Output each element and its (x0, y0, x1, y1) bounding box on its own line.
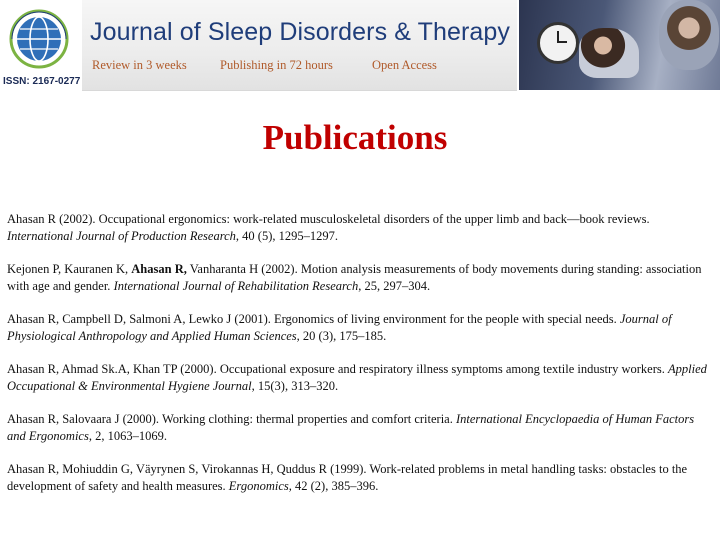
journal-name: Applied Occupational & Environmental Hygiene Journal (7, 362, 707, 393)
journal-name: Ergonomics, (228, 479, 292, 493)
highlighted-author: Ahasan R, (131, 262, 187, 276)
journal-name: International Encyclopaedia of Human Factors and Ergonomics (7, 412, 695, 443)
tagline-review: Review in 3 weeks (92, 58, 187, 72)
page-title: Publications (262, 118, 448, 157)
issn-label: ISSN: 2167-0277 (3, 76, 81, 87)
publication-item: Ahasan R, Ahmad Sk.A, Khan TP (2000). Occupational exposure and respiratory illness symptoms among textile industry workers. Applied Occupational & Environmental Hygiene Journal, 15(3), 313–320. (7, 362, 707, 393)
journal-name: International Journal of Production Research (7, 229, 236, 243)
tired-person-image (659, 0, 719, 70)
journal-name: International Journal of Rehabilitation Research (113, 279, 359, 293)
sleep-photo (519, 0, 720, 90)
journal-banner (0, 0, 720, 92)
publication-item: Ahasan R, Salovaara J (2000). Working clothing: thermal properties and comfort criteria. International Encyclopaedia of Human Factors and Ergonomics, 2, 1063–1069. (7, 412, 695, 443)
publisher-logo (4, 2, 74, 72)
tagline-publishing: Publishing in 72 hours (220, 58, 333, 72)
journal-name: Journal of Physiological Anthropology and Applied Human Sciences, (7, 312, 672, 343)
alarm-clock-icon (537, 22, 579, 64)
publication-item: Kejonen P, Kauranen K, Ahasan R, Vanharanta H (2002). Motion analysis measurements of body movements during standing: association with age and gender. International Journal of Rehabilitation Research, 25, 297–304. (7, 262, 702, 293)
sleepless-woman-image (579, 28, 639, 78)
publication-item: Ahasan R, Mohiuddin G, Väyrynen S, Virokannas H, Quddus R (1999). Work-related problems in metal handling tasks: obstacles to the development of safety and health measures. Ergonomics, 42 (2), 385–396. (7, 462, 688, 493)
journal-title: Journal of Sleep Disorders & Therapy (90, 18, 511, 46)
publication-item: Ahasan R, Campbell D, Salmoni A, Lewko J (2001). Ergonomics of living environment for the people with special needs. Journal of Physiological Anthropology and Applied Human Sciences, 20 (3), 175–185. (7, 312, 672, 343)
publication-list (7, 211, 712, 511)
publication-item: Ahasan R (2002). Occupational ergonomics: work-related musculoskeletal disorders of the upper limb and back—book reviews. International Journal of Production Research, 40 (5), 1295–1297. (7, 212, 650, 243)
tagline-open-access: Open Access (372, 58, 437, 72)
